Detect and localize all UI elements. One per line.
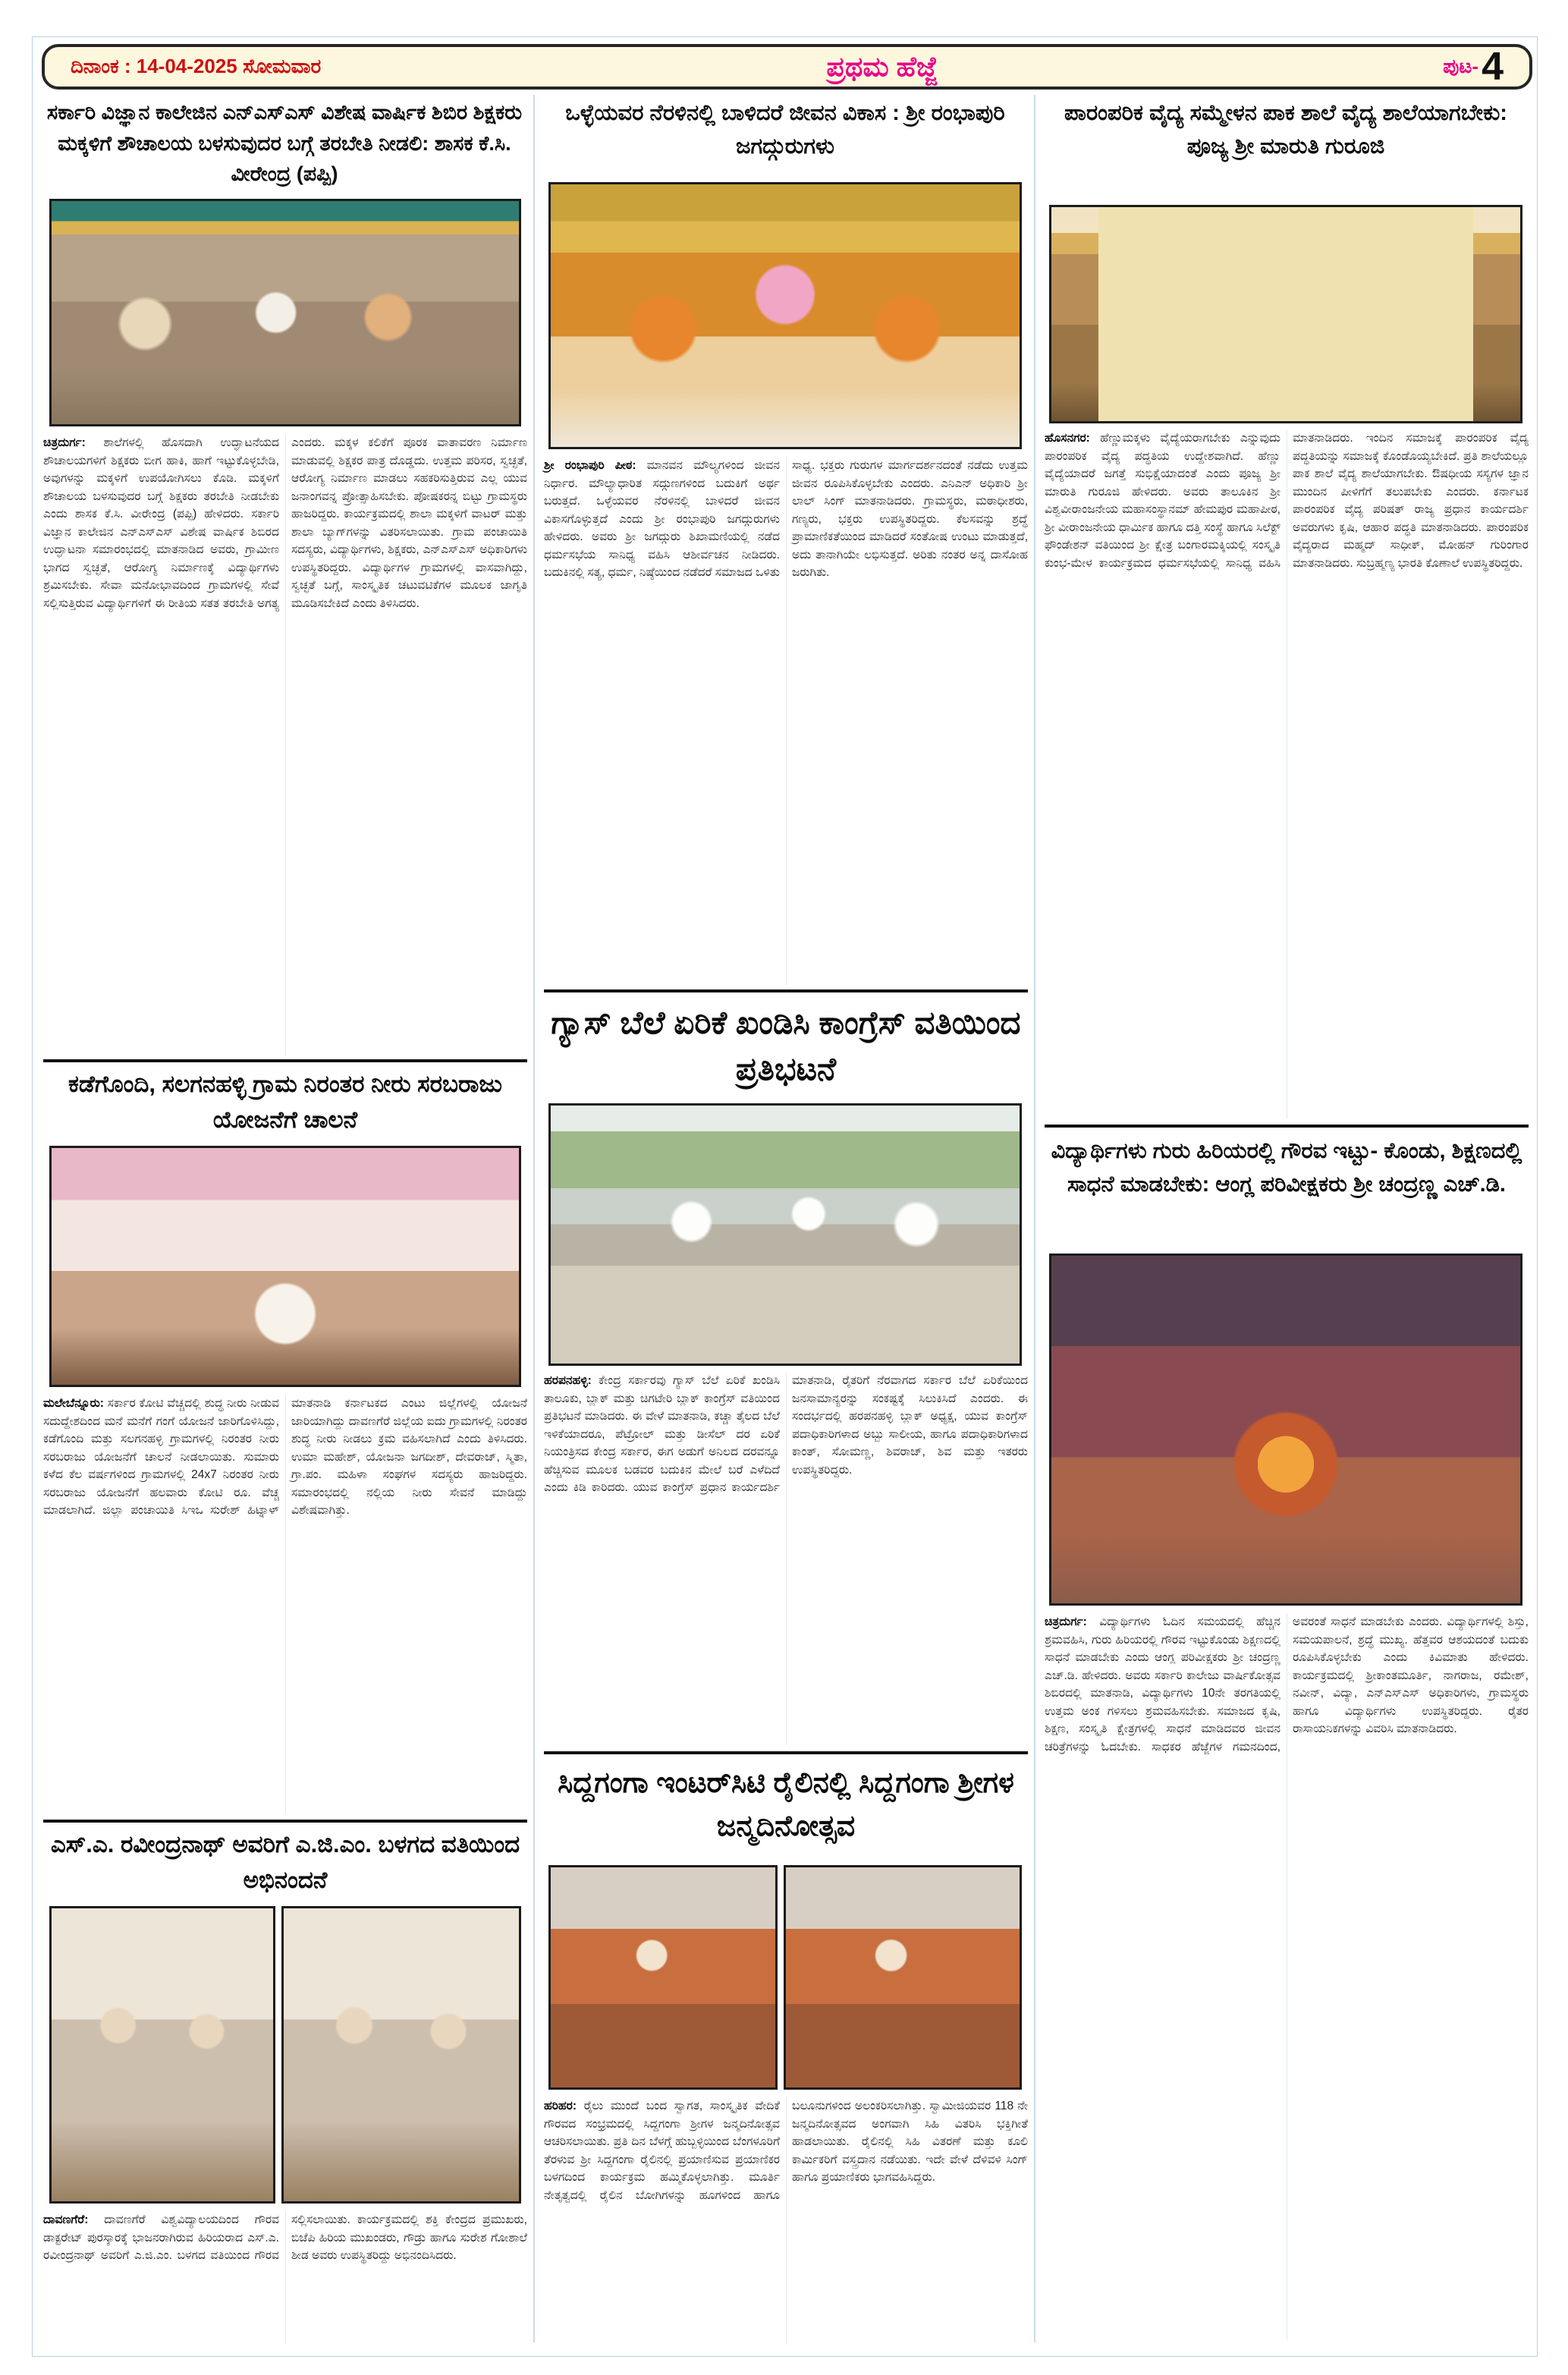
article-divider — [43, 1059, 527, 1062]
newspaper-title: ಪ್ರಥಮ ಹೆಜ್ಜೆ — [826, 50, 938, 82]
dateline: ಹೊಸನಗರ: — [1045, 432, 1090, 445]
dateline: ದಾವಣಗೆರೆ: — [43, 2213, 89, 2226]
article-divider — [43, 1820, 527, 1823]
photo-jagadguru — [548, 182, 1022, 449]
issue-date: ದಿನಾಂಕ : 14-04-2025 ಸೋಮವಾರ — [71, 55, 322, 77]
headline-students-respect: ವಿದ್ಯಾರ್ಥಿಗಳು ಗುರು ಹಿರಿಯರಲ್ಲಿ ಗೌರವ ಇಟ್ಟು- ಕೊಂಡು, ಶಿಕ್ಷಣದಲ್ಲಿ ಸಾಧನೆ ಮಾಡಬೇಕು: ಆಂಗ್ಲ ಪರಿವೀಕ್ಷಕರು ಶ್ರೀ ಚಂದ್ರಣ್ಣ ಎಚ್.ಡಿ. — [1051, 1139, 1522, 1197]
article-divider — [544, 989, 1028, 992]
article-divider — [544, 1751, 1028, 1754]
article-body-water-project: ಮಲೇಬೆನ್ನೂರು: ಸರ್ಕಾರ ಕೋಟಿ ವೆಚ್ಚದಲ್ಲಿ ಶುದ್ಧ ನೀರು ನೀಡುವ ಸದುದ್ದೇಶದಿಂದ ಮನೆ ಮನೆಗೆ ಗಂಗೆ ಯೋಜನೆ ಜಾರಿಗೊಳಿಸಿದ್ದು, ಕಡೆಗೊಂದಿ ಮತ್ತು ಸಲಗನಹಳ್ಳಿ ಗ್ರಾಮಗಳಲ್ಲಿ ನಿರಂತರ ನೀರು ಸರಬರಾಜು ಯೋಜನೆಗೆ ಚಾಲನೆ ನೀಡಲಾಯಿತು. ಸುಮಾರು ಕಳೆದ ಕೆಲ ವರ್ಷಗಳಿಂದ ಗ್ರಾಮಗಳಲ್ಲಿ 24x7 ನಿರಂತರ ನೀರು ಸರಬರಾಜು ಯೋಜನೆಗೆ ಹಲವಾರು ಕೋಟಿ ರೂ. ವೆಚ್ಚ ಮಾಡಲಾಗಿದೆ. ಜಿಲ್ಲಾ ಪಂಚಾಯಿತಿ ಸಿಇಒ ಸುರೇಶ್ ಹಿಟ್ನಾಳ್ ಮಾತನಾಡಿ ಕರ್ನಾಟಕದ ಎಂಟು ಜಿಲ್ಲೆಗಳಲ್ಲಿ ಯೋಜನೆ ಜಾರಿಯಾಗಿದ್ದು ದಾವಣಗೆರೆ ಜಿಲ್ಲೆಯ ಐದು ಗ್ರಾಮಗಳಲ್ಲಿ ನಿರಂತರ ಶುದ್ಧ ನೀರು ನೀಡಲು ಕ್ರಮ ವಹಿಸಲಾಗಿದೆ ಎಂದು ತಿಳಿಸಿದರು. ಉಮಾ ಮಹೇಶ್, ಯೋಜನಾ ಜಗದೀಶ್, ದೇವರಾಜ್, ಸ್ಮಿತಾ, ಗ್ರಾ.ಪಂ. ಮಹಿಳಾ ಸಂಘಗಳ ಸದಸ್ಯರು ಹಾಜರಿದ್ದರು. ಸಮಾರಂಭದಲ್ಲಿ ನಲ್ಲಿಯ ನೀರು ಸೇವನೆ ಮಾಡಿದ್ದು ವಿಶೇಷವಾಗಿತ್ತು. — [43, 1397, 527, 1518]
article-body-gas-protest: ಹರಪನಹಳ್ಳಿ: ಕೇಂದ್ರ ಸರ್ಕಾರವು ಗ್ಯಾಸ್ ಬೆಲೆ ಏರಿಕೆ ಖಂಡಿಸಿ ತಾಲೂಕು, ಬ್ಲಾಕ್ ಮತ್ತು ಚಿಗಟೇರಿ ಬ್ಲಾಕ್ ಕಾಂಗ್ರೆಸ್ ವತಿಯಿಂದ ಪ್ರತಿಭಟನೆ ಮಾಡಿದರು. ಈ ವೇಳೆ ಮಾತನಾಡಿ, ಕಚ್ಚಾ ತೈಲದ ಬೆಲೆ ಇಳಿಕೆಯಾದರೂ, ಪೆಟ್ರೋಲ್ ಮತ್ತು ಡೀಸೆಲ್ ದರ ಏರಿಕೆ ನಿಯಂತ್ರಿಸದ ಕೇಂದ್ರ ಸರ್ಕಾರ, ಈಗ ಅಡುಗೆ ಅನಿಲದ ದರವನ್ನೂ ಹೆಚ್ಚಿಸುವ ಮೂಲಕ ಬಡವರ ಬದುಕಿನ ಮೇಲೆ ಬರೆ ಎಳೆದಿದೆ ಎಂದು ಕಿಡಿ ಕಾರಿದರು. ಯುವ ಕಾಂಗ್ರೆಸ್ ಪ್ರಧಾನ ಕಾರ್ಯದರ್ಶಿ ಮಾತನಾಡಿ, ರೈತರಿಗೆ ನೆರವಾಗದ ಸರ್ಕಾರ ಬೆಲೆ ಏರಿಕೆಯಿಂದ ಜನಸಾಮಾನ್ಯರನ್ನು ಸಂಕಷ್ಟಕ್ಕೆ ಸಿಲುಕಿಸಿದೆ ಎಂದರು. ಈ ಸಂದರ್ಭದಲ್ಲಿ ಹರಪನಹಳ್ಳಿ ಬ್ಲಾಕ್ ಅಧ್ಯಕ್ಷ, ಯುವ ಕಾಂಗ್ರೆಸ್ ಪದಾಧಿಕಾರಿಗಳಾದ ಅಬ್ಬು ಸಾಲೀಯ, ಹಾಗೂ ಪದಾಧಿಕಾರಿಗಳಾದ ಕಾಂತ್, ಸೋಮಣ್ಣ, ಶಿವರಾಜ್, ಶಿವ ಮತ್ತು ಇತರರು ಉಪಸ್ಥಿತರಿದ್ದರು. — [544, 1374, 1028, 1495]
dateline: ಚಿತ್ರದುರ್ಗ: — [1045, 1615, 1087, 1628]
column-divider — [1034, 95, 1035, 2342]
headline-felicitation: ಎಸ್.ಎ. ರವೀಂದ್ರನಾಥ್ ಅವರಿಗೆ ಎ.ಜಿ.ಎಂ. ಬಳಗದ ವತಿಯಿಂದ ಅಭಿನಂದನೆ — [50, 1831, 520, 1893]
photo-vaidya-sammelana — [1049, 205, 1522, 423]
headline-gas-protest: ಗ್ಯಾಸ್ ಬೆಲೆ ಏರಿಕೆ ಖಂಡಿಸಿ ಕಾಂಗ್ರೆಸ್ ವತಿಯಿಂದ ಪ್ರತಿಭಟನೆ — [551, 1005, 1021, 1087]
dateline: ಚಿತ್ರದುರ್ಗ: — [43, 436, 86, 449]
headline-siddaganga-train: ಸಿದ್ದಗಂಗಾ ಇಂಟರ್‌ಸಿಟಿ ರೈಲಿನಲ್ಲಿ ಸಿದ್ದಗಂಗಾ ಶ್ರೀಗಳ ಜನ್ಮದಿನೋತ್ಸವ — [558, 1767, 1014, 1842]
photo-siddaganga-train-1 — [548, 1865, 778, 2090]
photo-felicitation-2 — [281, 1906, 521, 2204]
photo-felicitation-1 — [49, 1906, 275, 2204]
article-body-students-respect: ಚಿತ್ರದುರ್ಗ: ವಿದ್ಯಾರ್ಥಿಗಳು ಓದಿನ ಸಮಯದಲ್ಲಿ ಹೆಚ್ಚಿನ ಶ್ರಮವಹಿಸಿ, ಗುರು ಹಿರಿಯರಲ್ಲಿ ಗೌರವ ಇಟ್ಟುಕೊಂಡು ಶಿಕ್ಷಣದಲ್ಲಿ ಸಾಧನೆ ಮಾಡಬೇಕು ಎಂದು ಆಂಗ್ಲ ಪರಿವೀಕ್ಷಕರು ಶ್ರೀ ಚಂದ್ರಣ್ಣ ಎಚ್.ಡಿ. ಹೇಳಿದರು. ಅವರು ಸರ್ಕಾರಿ ಕಾಲೇಜು ವಾರ್ಷಿಕೋತ್ಸವ ಶಿಬಿರದಲ್ಲಿ ಮಾತನಾಡಿ, ವಿದ್ಯಾರ್ಥಿಗಳು 10ನೇ ತರಗತಿಯಲ್ಲಿ ಉತ್ತಮ ಅಂಕ ಗಳಿಸಲು ಶ್ರಮವಹಿಸಬೇಕು. ಸಮಾಜದ ಕೃಷಿ, ಶಿಕ್ಷಣ, ಸಂಸ್ಕೃತಿ ಕ್ಷೇತ್ರಗಳಲ್ಲಿ ಸಾಧನೆ ಮಾಡಿದವರ ಜೀವನ ಚರಿತ್ರೆಗಳನ್ನು ಓದಬೇಕು. ಸಾಧಕರ ಹೆಜ್ಜೆಗಳ ಗಮನದಿಂದ, ಅವರಂತೆ ಸಾಧನೆ ಮಾಡಬೇಕು ಎಂದರು. ವಿದ್ಯಾರ್ಥಿಗಳಲ್ಲಿ ಶಿಸ್ತು, ಸಮಯಪಾಲನೆ, ಶ್ರದ್ಧೆ ಮುಖ್ಯ. ಹೆತ್ತವರ ಆಶಯದಂತೆ ಬದುಕು ರೂಪಿಸಿಕೊಳ್ಳಬೇಕು ಎಂದು ಕಿವಿಮಾತು ಹೇಳಿದರು. ಕಾರ್ಯಕ್ರಮದಲ್ಲಿ ಶ್ರೀಕಾಂತಮೂರ್ತಿ, ನಾಗರಾಜ, ರಮೇಶ್, ನವೀನ್, ವಿದ್ಯಾ, ಎನ್‌ಎಸ್‌ಎಸ್ ಅಧಿಕಾರಿಗಳು, ಗ್ರಾಮಸ್ಥರು ಹಾಗೂ ವಿದ್ಯಾರ್ಥಿಗಳು ಉಪಸ್ಥಿತರಿದ್ದರು. ರೈತರ ರಾಸಾಯನಿಕಗಳನ್ನು ವಿವರಿಸಿ ಮಾತನಾಡಿದರು. — [1045, 1615, 1529, 1754]
dateline: ಶ್ರೀ ರಂಭಾಪುರಿ ಪೀಠ: — [544, 459, 636, 472]
photo-siddaganga-train-2 — [784, 1865, 1022, 2090]
masthead-bar — [42, 44, 1532, 90]
photo-nss-camp — [49, 199, 521, 426]
photo-gas-protest — [548, 1103, 1022, 1366]
headline-water-project: ಕಡೆಗೊಂದಿ, ಸಲಗನಹಳ್ಳಿ ಗ್ರಾಮ ನಿರಂತರ ನೀರು ಸರಬರಾಜು ಯೋಜನೆಗೆ ಚಾಲನೆ — [68, 1071, 503, 1133]
dateline: ಹರಪನಹಳ್ಳಿ: — [544, 1374, 592, 1387]
page-label: ಪುಟ- — [1443, 55, 1479, 77]
headline-nss-camp: ಸರ್ಕಾರಿ ವಿಜ್ಞಾನ ಕಾಲೇಜಿನ ಎನ್‌ಎಸ್‌ಎಸ್ ವಿಶೇಷ ವಾರ್ಷಿಕ ಶಿಬಿರ ಶಿಕ್ಷಕರು ಮಕ್ಕಳಿಗೆ ಶೌಚಾಲಯ ಬಳಸುವುದರ ಬಗ್ಗೆ ತರಬೇತಿ ನೀಡಲಿ: ಶಾಸಕ ಕೆ.ಸಿ. ವೀರೇಂದ್ರ (ಪಪ್ಪಿ) — [46, 101, 523, 185]
page-indicator — [1443, 47, 1504, 87]
article-divider — [1045, 1125, 1529, 1128]
page-number: 4 — [1482, 45, 1504, 89]
photo-homa-ritual — [1049, 1254, 1522, 1606]
headline-vaidya-sammelana: ಪಾರಂಪರಿಕ ವೈದ್ಯ ಸಮ್ಮೇಳನ ಪಾಕ ಶಾಲೆ ವೈದ್ಯ ಶಾಲೆಯಾಗಬೇಕು: ಪೂಜ್ಯ ಶ್ರೀ ಮಾರುತಿ ಗುರೂಜಿ — [1064, 101, 1507, 159]
dateline: ಮಲೇಬೆನ್ನೂರು: — [43, 1397, 104, 1410]
article-body-jagadguru: ಶ್ರೀ ರಂಭಾಪುರಿ ಪೀಠ: ಮಾನವನ ಮೌಲ್ಯಗಳಿಂದ ಜೀವನ ನಿರ್ಧಾರ. ಮೌಲ್ಯಾಧಾರಿತ ಸದ್ಗುಣಗಳಿಂದ ಬದುಕಿಗೆ ಅರ್ಥ ಬರುತ್ತದೆ. ಒಳ್ಳೆಯವರ ನೆರಳಿನಲ್ಲಿ ಬಾಳಿದರೆ ಜೀವನ ವಿಕಾಸಗೊಳ್ಳುತ್ತದೆ ಎಂದು ಶ್ರೀ ರಂಭಾಪುರಿ ಜಗದ್ಗುರುಗಳು ಹೇಳಿದರು. ಅವರು ಶ್ರೀ ಜಗದ್ಗುರು ಶಿಖಾಮಣಿಯಲ್ಲಿ ನಡೆದ ಧರ್ಮಸಭೆಯ ಸಾನಿಧ್ಯ ವಹಿಸಿ ಆಶೀರ್ವಚನ ನೀಡಿದರು. ಬದುಕಿನಲ್ಲಿ ಸತ್ಯ, ಧರ್ಮ, ನಿಷ್ಠೆಯಿಂದ ನಡೆದರೆ ಸಮಾಜದ ಒಳಿತು ಸಾಧ್ಯ. ಭಕ್ತರು ಗುರುಗಳ ಮಾರ್ಗದರ್ಶನದಂತೆ ನಡೆದು ಉತ್ತಮ ಜೀವನ ರೂಪಿಸಿಕೊಳ್ಳಬೇಕು ಎಂದರು. ಎನಿಎನ್ ಅಧಿಕಾರಿ ಶ್ರೀ ಲಾಲ್ ಸಿಂಗ್ ಮಾತನಾಡಿದರು. ಗ್ರಾಮಸ್ಥರು, ಮಠಾಧೀಶರು, ಗಣ್ಯರು, ಭಕ್ತರು ಉಪಸ್ಥಿತರಿದ್ದರು. ಕೆಲಸವನ್ನು ಶ್ರದ್ಧೆ ಪ್ರಾಮಾಣಿಕತೆಯಿಂದ ಮಾಡಿದರೆ ಸಂತೋಷ ಉಂಟು ಮಾಡುತ್ತದೆ, ಅದು ತಾನಾಗಿಯೇ ಲಭಿಸುತ್ತದೆ. ಅರಿತು ನಂತರ ಅನ್ನ ದಾಸೋಹ ಜರುಗಿತು. — [544, 459, 1028, 580]
headline-jagadguru: ಒಳ್ಳೆಯವರ ನೆರಳಿನಲ್ಲಿ ಬಾಳಿದರೆ ಜೀವನ ವಿಕಾಸ : ಶ್ರೀ ರಂಭಾಪುರಿ ಜಗದ್ಗುರುಗಳು — [565, 101, 1005, 159]
article-body-siddaganga-train: ಹರಿಹರ: ರೈಲು ಮುಂದೆ ಬಂದ ಸ್ವಾಗತ, ಸಾಂಸ್ಕೃತಿಕ ವೇದಿಕೆ ಗೌರವದ ಸಂಭ್ರಮದಲ್ಲಿ ಸಿದ್ದಗಂಗಾ ಶ್ರೀಗಳ ಜನ್ಮದಿನೋತ್ಸವ ಆಚರಿಸಲಾಯಿತು. ಪ್ರತಿ ದಿನ ಬೆಳಗ್ಗೆ ಹುಬ್ಬಳ್ಳಿಯಿಂದ ಬೆಂಗಳೂರಿಗೆ ತೆರಳುವ ಶ್ರೀ ಸಿದ್ದಗಂಗಾ ರೈಲಿನಲ್ಲಿ ಪ್ರಯಾಣಿಸುವ ಪ್ರಯಾಣಿಕರ ಬಳಗದಿಂದ ಕಾರ್ಯಕ್ರಮ ಹಮ್ಮಿಕೊಳ್ಳಲಾಗಿತ್ತು. ಮೂರ್ತಿ ನೇತೃತ್ವದಲ್ಲಿ ರೈಲಿನ ಬೋಗಿಗಳನ್ನು ಹೂಗಳಿಂದ ಹಾಗೂ ಬಲೂನುಗಳಿಂದ ಅಲಂಕರಿಸಲಾಗಿತ್ತು. ಸ್ವಾಮೀಜಿಯವರ 118 ನೇ ಜನ್ಮದಿನೋತ್ಸವದ ಅಂಗವಾಗಿ ಸಿಹಿ ವಿತರಿಸಿ ಭಕ್ತಿಗೀತೆ ಹಾಡಲಾಯಿತು. ರೈಲಿನಲ್ಲಿ ಸಿಹಿ ವಿತರಣೆ ಮತ್ತು ಕೂಲಿ ಕಾರ್ಮಿಕರಿಗೆ ವಸ್ತ್ರದಾನ ನಡೆಯಿತು. ಇದೇ ವೇಳೆ ದೆಳಿವಳಿ ಸಿಂಗ್ ಹಾಗೂ ಪ್ರಯಾಣಿಕರು ಭಾಗವಹಿಸಿದ್ದರು. — [544, 2100, 1028, 2202]
column-divider — [533, 95, 535, 2342]
photo-water-project — [49, 1146, 521, 1387]
article-body-nss-camp: ಚಿತ್ರದುರ್ಗ: ಶಾಲೆಗಳಲ್ಲಿ ಹೊಸದಾಗಿ ಉದ್ಘಾಟನೆಯದ ಶೌಚಾಲಯಗಳಿಗೆ ಶಿಕ್ಷಕರು ಬೀಗ ಹಾಕಿ, ಹಾಗೆ ಇಟ್ಟುಕೊಳ್ಳಬೇಡಿ, ಅವುಗಳನ್ನು ಮಕ್ಕಳಿಗೆ ಉಪಯೋಗಿಸಲು ಕೊಡಿ. ಮಕ್ಕಳಿಗೆ ಶೌಚಾಲಯ ಬಳಸುವುದರ ಬಗ್ಗೆ ಶಿಕ್ಷಕರು ತರಬೇತಿ ನೀಡಬೇಕು ಎಂದು ಶಾಸಕ ಕೆ.ಸಿ. ವೀರೇಂದ್ರ (ಪಪ್ಪಿ) ಹೇಳಿದರು. ಸರ್ಕಾರಿ ವಿಜ್ಞಾನ ಕಾಲೇಜಿನ ಎನ್‌ಎಸ್‌ಎಸ್ ವಿಶೇಷ ವಾರ್ಷಿಕ ಶಿಬಿರದ ಉದ್ಘಾಟನಾ ಸಮಾರಂಭದಲ್ಲಿ ಮಾತನಾಡಿದ ಅವರು, ಗ್ರಾಮೀಣ ಭಾಗದ ಸ್ವಚ್ಛತೆ, ಆರೋಗ್ಯ ನಿರ್ಮಾಣಕ್ಕೆ ವಿದ್ಯಾರ್ಥಿಗಳು ಶ್ರಮಿಸಬೇಕು. ಸೇವಾ ಮನೋಭಾವದಿಂದ ಗ್ರಾಮಗಳಲ್ಲಿ ಸೇವೆ ಸಲ್ಲಿಸುತ್ತಿರುವ ವಿದ್ಯಾರ್ಥಿಗಳಿಗೆ ಈ ರೀತಿಯ ಸತತ ತರಬೇತಿ ಅಗತ್ಯ ಎಂದರು. ಮಕ್ಕಳ ಕಲಿಕೆಗೆ ಪೂರಕ ವಾತಾವರಣ ನಿರ್ಮಾಣ ಮಾಡುವಲ್ಲಿ ಶಿಕ್ಷಕರ ಪಾತ್ರ ದೊಡ್ಡದು. ಉತ್ತಮ ಪರಿಸರ, ಸ್ವಚ್ಛತೆ, ಆರೋಗ್ಯ ನಿರ್ಮಾಣ ಮಾಡಲು ಸಹಕರಿಸುತ್ತಿರುವ ಎಲ್ಲ ಯುವ ಜನಾಂಗವನ್ನ ಪ್ರೋತ್ಸಾಹಿಸಬೇಕು. ಪೋಷಕರನ್ನ ಬಿಟ್ಟು ಗ್ರಾಮಸ್ಥರು ಹಾಜರಿದ್ದರು. ಕಾರ್ಯಕ್ರಮದಲ್ಲಿ ಶಾಲಾ ಮಕ್ಕಳಿಗೆ ವಾಟರ್ ಮತ್ತು ಶಾಲಾ ಬ್ಯಾಗ್‌ಗಳನ್ನು ವಿತರಿಸಲಾಯಿತು. ಗ್ರಾಮ ಪಂಚಾಯಿತಿ ಸದಸ್ಯರು, ವಿದ್ಯಾರ್ಥಿಗಳು, ಶಿಕ್ಷಕರು, ಎನ್‌ಎಸ್‌ಎಸ್ ಅಧಿಕಾರಿಗಳು ಉಪಸ್ಥಿತರಿದ್ದರು. ವಿದ್ಯಾರ್ಥಿಗಳ ಗ್ರಾಮಗಳಲ್ಲಿ ವಾಸವಾಗಿದ್ದು, ಸ್ವಚ್ಛತೆ ಬಗ್ಗೆ, ಸಾಂಸ್ಕೃತಿಕ ಚಟುವಟಿಕೆಗಳ ಮೂಲಕ ಜಾಗೃತಿ ಮೂಡಿಸಬೇಕಿದೆ ಎಂದು ತಿಳಿಸಿದರು. — [43, 436, 527, 610]
article-body-felicitation: ದಾವಣಗೆರೆ: ದಾವಣಗೆರೆ ವಿಶ್ವವಿದ್ಯಾಲಯದಿಂದ ಗೌರವ ಡಾಕ್ಟರೇಟ್ ಪುರಸ್ಕಾರಕ್ಕೆ ಭಾಜನರಾಗಿರುವ ಹಿರಿಯರಾದ ಎಸ್.ಎ. ರವೀಂದ್ರನಾಥ್ ಅವರಿಗೆ ಎ.ಜಿ.ಎಂ. ಬಳಗದ ವತಿಯಿಂದ ಗೌರವ ಸಲ್ಲಿಸಲಾಯಿತು. ಕಾರ್ಯಕ್ರಮದಲ್ಲಿ ಶಕ್ತಿ ಕೇಂದ್ರದ ಪ್ರಮುಖರು, ಬಿಜೆಪಿ ಹಿರಿಯ ಮುಖಂಡರು, ಗೌಡ್ರು ಹಾಗೂ ಸುರೇಶ ಗೋಶಾಲೆ ಶೀಡ ಅವರು ಉಪಸ್ಥಿತರಿದ್ದು ಅಭಿನಂದಿಸಿದರು. — [43, 2213, 527, 2263]
article-body-vaidya-sammelana: ಹೊಸನಗರ: ಹೆಣ್ಣುಮಕ್ಕಳು ವೈದ್ಯೆಯರಾಗಬೇಕು ಎನ್ನುವುದು ಪಾರಂಪರಿಕ ವೈದ್ಯ ಪದ್ಧತಿಯ ಉದ್ದೇಶವಾಗಿದೆ. ಹೆಣ್ಣು ವೈದ್ಯೆಯಾದರೆ ಜಗತ್ತೆ ಸುಭಿಕ್ಷೆಯಾದಂತೆ ಎಂದು ಪೂಜ್ಯ ಶ್ರೀ ಮಾರುತಿ ಗುರೂಜಿ ಹೇಳಿದರು. ಅವರು ತಾಲೂಕಿನ ಶ್ರೀ ವಿಶ್ವವೀರಾಂಜನೇಯ ಮಹಾಸಂಸ್ಥಾನಮ್ ಹೇಮಪುರ ಮಹಾಪೀಠ, ಶ್ರೀ ವೀರಾಂಜನೇಯ ಧಾರ್ಮಿಕ ಹಾಗೂ ದತ್ತಿ ಸಂಸ್ಥೆ ಹಾಗೂ ಸಿಲೆಕ್ಟ್ ಫೌಂಡೇಶನ್ ವತಿಯಿಂದ ಶ್ರೀ ಕ್ಷೇತ್ರ ಬಂಗಾರಮಕ್ಕಿಯಲ್ಲಿ ಸಂಸ್ಕೃತಿ ಕುಂಭ-ಮೇಳ ಕಾರ್ಯಕ್ರಮದ ಧರ್ಮಸಭೆಯಲ್ಲಿ ಸಾನಿಧ್ಯ ವಹಿಸಿ ಮಾತನಾಡಿದರು. ಇಂದಿನ ಸಮಾಜಕ್ಕೆ ಪಾರಂಪರಿಕ ವೈದ್ಯ ಪದ್ಧತಿಯನ್ನು ಸಮಾಜಕ್ಕೆ ಕೊಂಡೊಯ್ಯಬೇಕಿದೆ. ಪ್ರತಿ ಶಾಲೆಯಲ್ಲೂ ಪಾಕ ಶಾಲೆ ವೈದ್ಯ ಶಾಲೆಯಾಗಬೇಕು. ಔಷಧೀಯ ಸಸ್ಯಗಳ ಜ್ಞಾನ ಮುಂದಿನ ಪೀಳಿಗೆಗೆ ತಲುಪಬೇಕು ಎಂದರು. ಕರ್ನಾಟಕ ಪಾರಂಪರಿಕ ವೈದ್ಯ ಪರಿಷತ್ ರಾಜ್ಯ ಪ್ರಧಾನ ಕಾರ್ಯದರ್ಶಿ ಅವರುಗಳು ಕೃಷಿ, ಆಹಾರ ಪದ್ಧತಿ ಮಾತನಾಡಿದರು. ಪಾರಂಪರಿಕ ವೈದ್ಯರಾದ ಮಹ್ಮದ್ ಸಾಧೀಕ್, ಮೋಹನ್ ಗುರಿಂಗಾರ ಮಾತನಾಡಿದರು. ಸುಬ್ರಹ್ಮಣ್ಯ ಭಾರತಿ ಕೊಣಾಲೆ ಉಪಸ್ಥಿತರಿದ್ದರು. — [1045, 432, 1529, 570]
dateline: ಹರಿಹರ: — [544, 2100, 577, 2112]
